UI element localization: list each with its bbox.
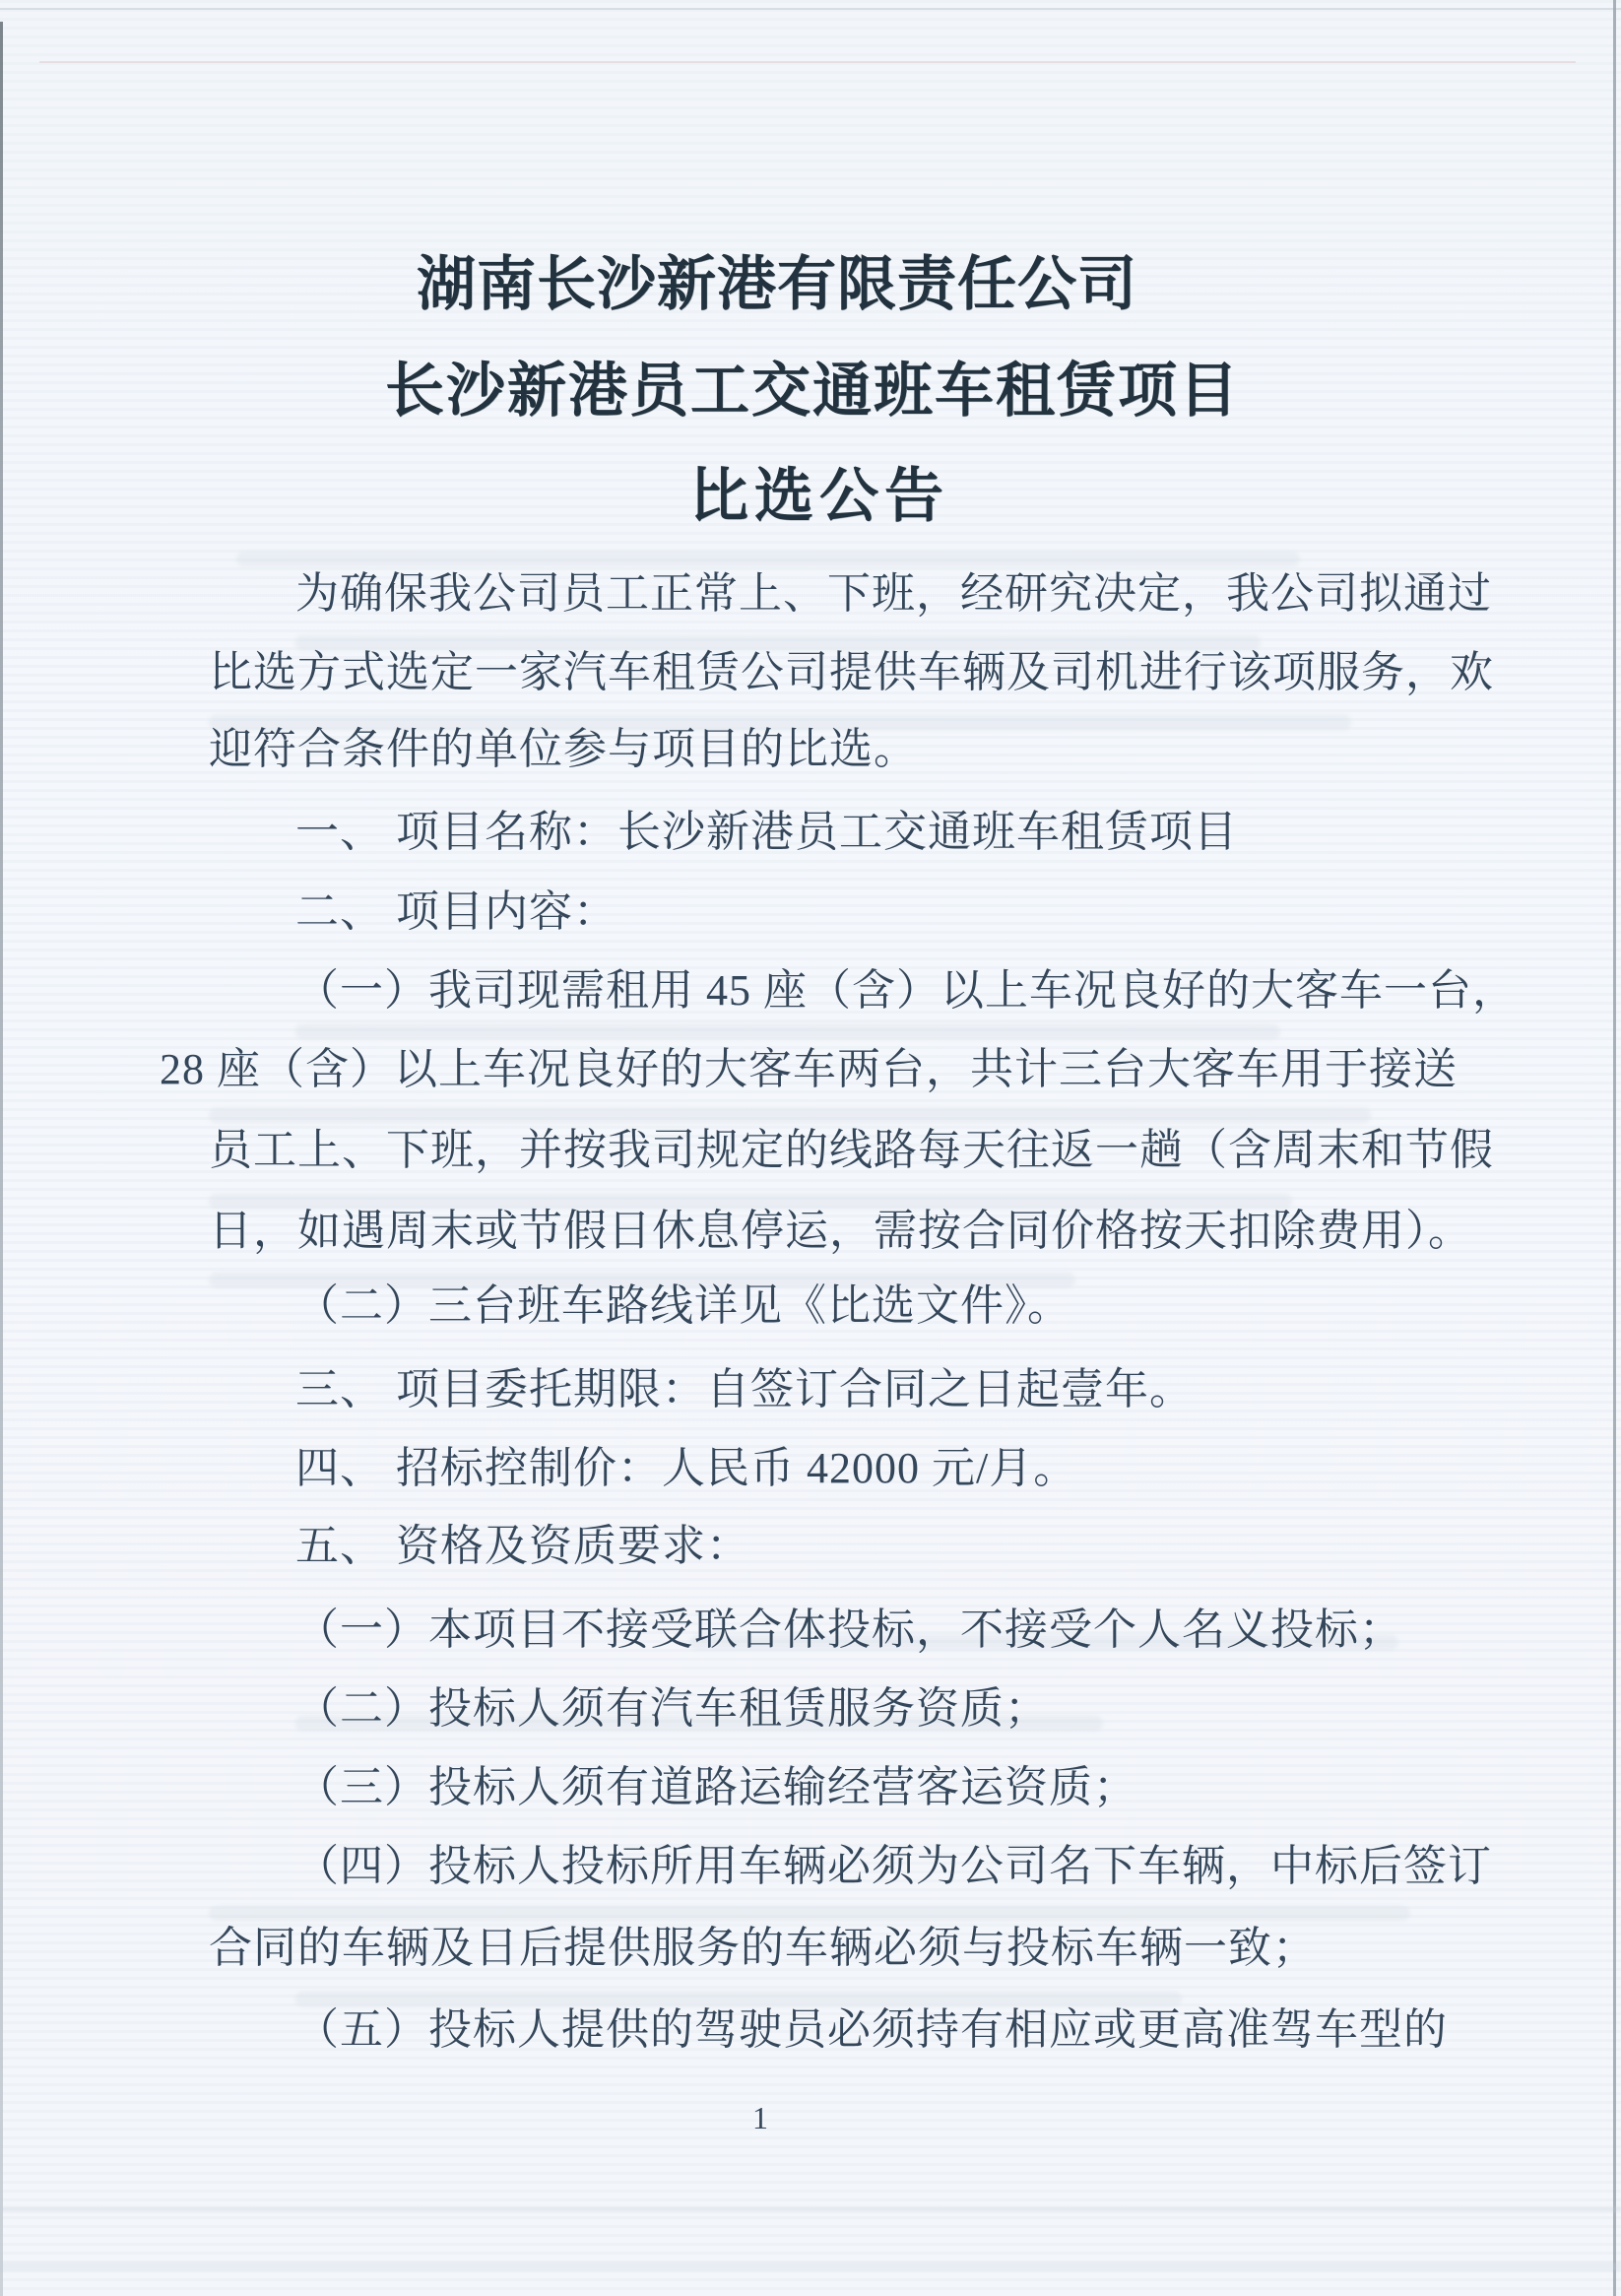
bleed-through-mark <box>295 1024 1280 1039</box>
document-title-announcement: 比选公告 <box>689 464 949 529</box>
document-line: 为确保我公司员工正常上、下班，经研究决定，我公司拟通过 <box>295 569 1492 618</box>
document-line: （三）投标人须有道路运输经营客运资质； <box>295 1763 1137 1811</box>
document-line: 一、 项目名称：长沙新港员工交通班车租赁项目 <box>295 808 1238 856</box>
document-line: 合同的车辆及日后提供服务的车辆必须与投标车辆一致； <box>209 1924 1317 1972</box>
document-title-project: 长沙新港员工交通班车租赁项目 <box>385 359 1240 424</box>
scan-top-edge-line <box>0 8 1621 10</box>
document-line: 二、 项目内容： <box>295 887 617 936</box>
bleed-through-mark <box>209 1108 1371 1123</box>
document-line: （五）投标人提供的驾驶员必须持有相应或更高准驾车型的 <box>295 2005 1448 2054</box>
document-line: 四、 招标控制价：人民币 42000 元/月。 <box>295 1444 1078 1492</box>
scan-streak-band <box>0 2206 1621 2212</box>
document-line: 比选方式选定一家汽车租赁公司提供车辆及司机进行该项服务，欢 <box>209 648 1494 696</box>
scan-streak-band <box>0 2263 1621 2270</box>
scan-right-edge-line <box>1613 0 1616 2296</box>
document-line: 五、 资格及资质要求： <box>295 1522 750 1570</box>
document-line: （二）三台班车路线详见《比选文件》。 <box>295 1281 1071 1330</box>
scan-pink-streak <box>39 61 1576 63</box>
bleed-through-mark <box>295 1992 1182 2006</box>
document-line: 员工上、下班，并按我司规定的线路每天往返一趟（含周末和节假 <box>209 1126 1494 1174</box>
document-line: （一）本项目不接受联合体投标，不接受个人名义投标； <box>295 1606 1403 1654</box>
bleed-through-mark <box>236 552 1300 566</box>
document-line: 三、 项目委托期限：自签订合同之日起壹年。 <box>295 1365 1194 1413</box>
page-number: 1 <box>752 2100 768 2135</box>
bleed-through-mark <box>209 1906 1410 1921</box>
document-title-company: 湖南长沙新港有限责任公司 <box>417 252 1137 317</box>
document-line: （一）我司现需租用 45 座（含）以上车况良好的大客车一台， <box>295 966 1517 1015</box>
document-line: 迎符合条件的单位参与项目的比选。 <box>209 725 918 773</box>
document-line: （二）投标人须有汽车租赁服务资质； <box>295 1684 1049 1733</box>
document-line: 日，如遇周末或节假日休息停运，需按合同价格按天扣除费用）。 <box>209 1207 1472 1255</box>
document-line: 28 座（含）以上车况良好的大客车两台，共计三台大客车用于接送 <box>160 1045 1458 1093</box>
document-line: （四）投标人投标所用车辆必须为公司名下车辆，中标后签订 <box>295 1842 1492 1890</box>
